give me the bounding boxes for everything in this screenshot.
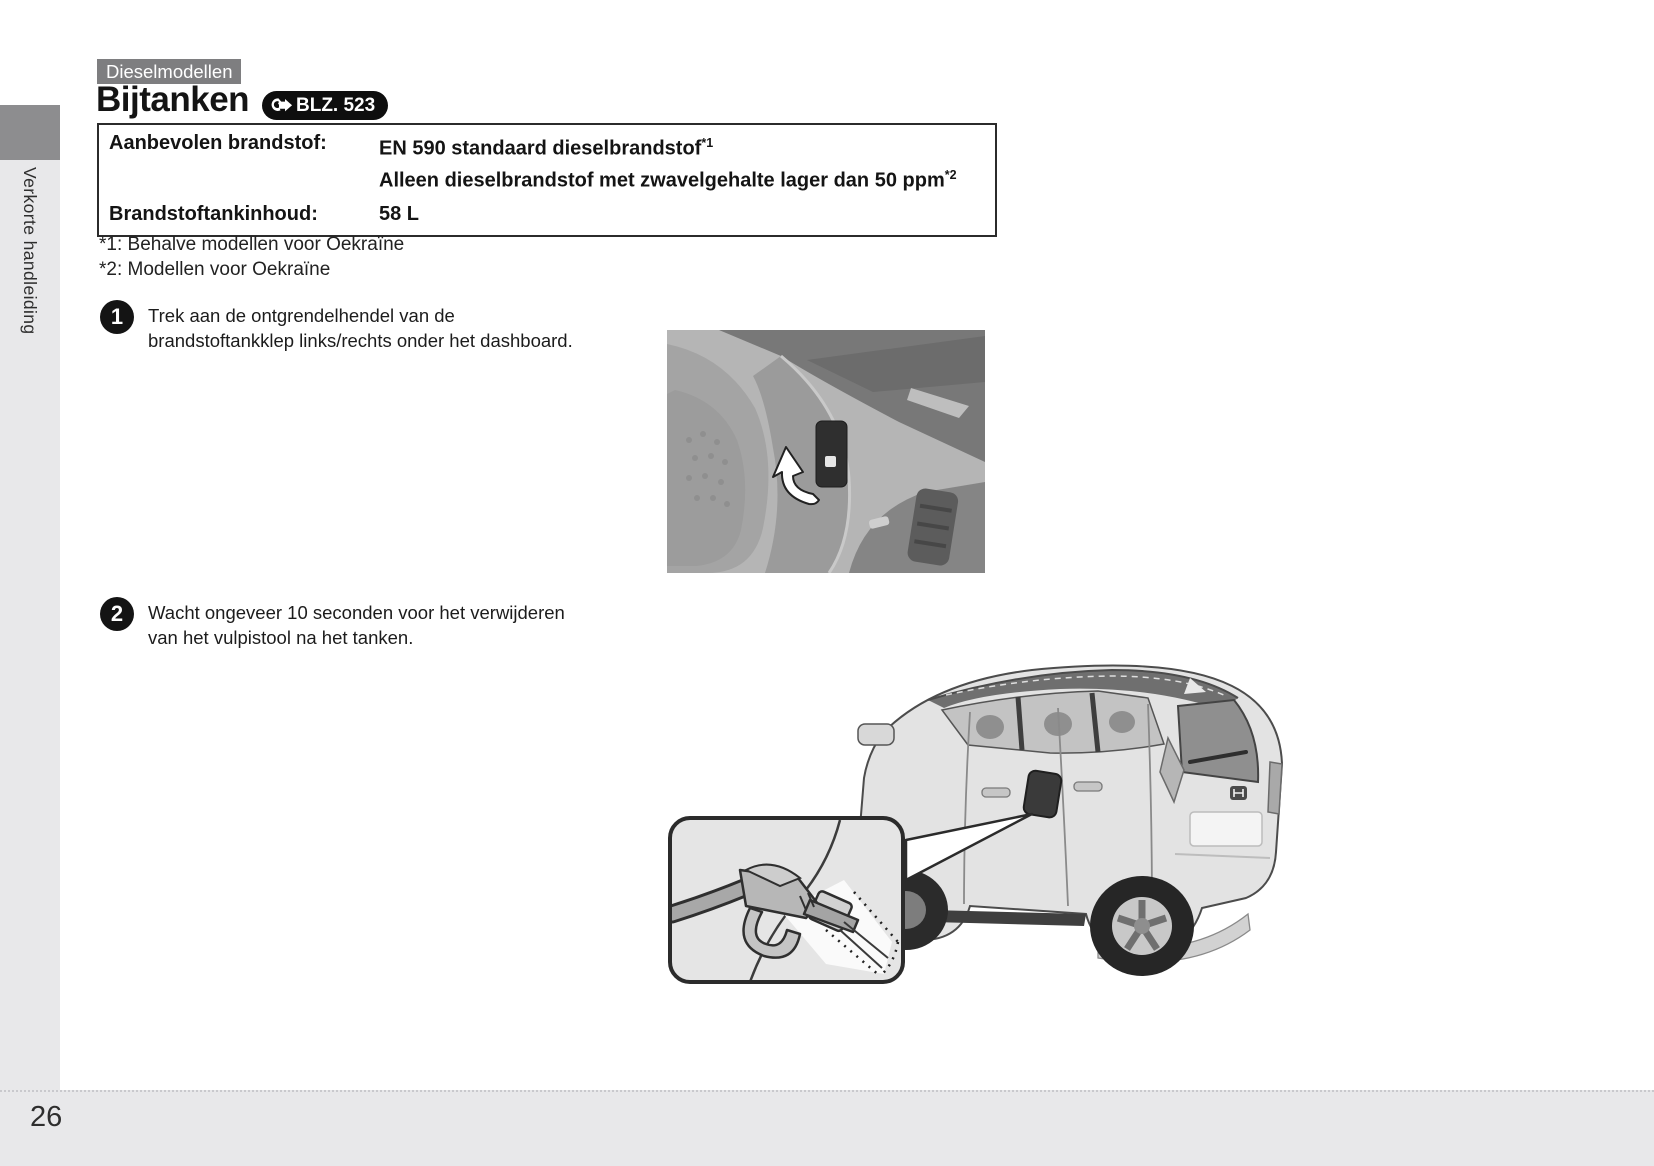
table-row <box>99 129 995 194</box>
step-number-badge: 1 <box>100 300 134 334</box>
page-reference-badge[interactable] <box>262 91 388 120</box>
fuel-filler-flap <box>1023 770 1062 819</box>
footnote-marker: *2 <box>944 167 957 182</box>
model-category-label: Dieselmodellen <box>97 59 241 84</box>
fuel-lid-release-lever <box>816 421 847 487</box>
page-number: 26 <box>30 1101 63 1133</box>
footer-band <box>0 1090 1654 1166</box>
spec-label: Brandstoftankinhoud: <box>109 203 318 226</box>
inset-callout <box>670 818 903 982</box>
footnote-1: *1: Behalve modellen voor Oekraïne <box>99 234 405 255</box>
chapter-title-vertical: Verkorte handleiding <box>20 167 40 335</box>
spec-label: Aanbevolen brandstof: <box>109 132 327 154</box>
footnotes <box>99 233 404 282</box>
spec-value-line: EN 590 standaard dieselbrandstof$^{*1}$ <box>379 136 714 160</box>
spec-value: 58 L <box>379 203 420 226</box>
rear-wheel <box>1090 876 1194 976</box>
footnote-2: *2: Modellen voor Oekraïne <box>99 258 331 280</box>
table-row <box>99 200 995 228</box>
arrow-right-icon <box>270 97 293 114</box>
chapter-tab <box>0 105 60 160</box>
car-rear-illustration <box>857 666 1282 976</box>
honda-emblem <box>1230 786 1247 800</box>
step-number-badge: 2 <box>100 597 134 631</box>
spec-value <box>379 130 985 193</box>
step-instruction: Trek aan de ontgrendelhendel van de brandstoftankklep links/rechts onder het dashboard. <box>148 305 573 351</box>
spec-value-line: Alleen dieselbrandstof met zwavelgehalte lager dan 50 ppm$^{*2}$ <box>379 167 957 192</box>
step-instruction: Wacht ongeveer 10 seconden voor het verwijderen van het vulpistool na het tanken. <box>148 602 565 648</box>
dashboard-release-lever-photo <box>667 330 985 573</box>
page-reference-label: BLZ. 523 <box>296 94 376 116</box>
footnote-marker: *1 <box>701 136 714 150</box>
page-title: Bijtanken <box>96 80 250 119</box>
refueling-illustration <box>630 612 1345 990</box>
fuel-spec-table <box>97 123 997 237</box>
